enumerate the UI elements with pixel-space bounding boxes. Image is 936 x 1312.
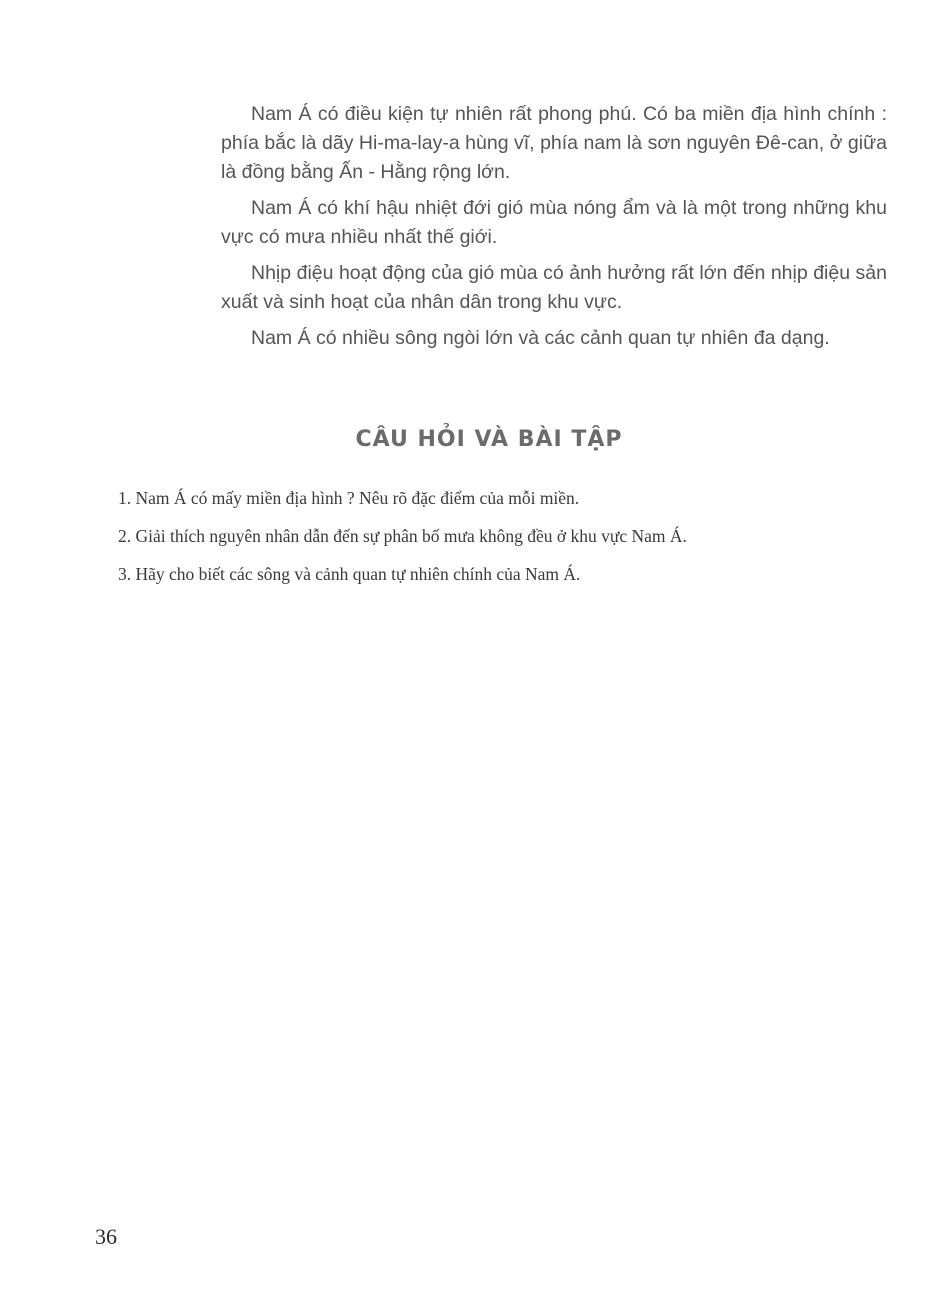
summary-paragraph: Nhịp điệu hoạt động của gió mùa có ảnh hưởng rất lớn đến nhịp điệu sản xuất và sinh hoạt của nhân dân trong khu vực.: [221, 262, 887, 313]
summary-paragraph: Nam Á có điều kiện tự nhiên rất phong phú. Có ba miền địa hình chính : phía bắc là dãy Hi-ma-lay-a hùng vĩ, phía nam là sơn nguyên Đê-can, ở giữa là đồng bằng Ấn - Hằng rộng lớn.: [221, 103, 887, 183]
questions-list: [118, 486, 878, 600]
question-item: 3. Hãy cho biết các sông và cảnh quan tự nhiên chính của Nam Á.: [118, 564, 581, 584]
page-number: 36: [95, 1224, 117, 1249]
summary-paragraph: Nam Á có nhiều sông ngòi lớn và các cảnh quan tự nhiên đa dạng.: [251, 327, 830, 349]
lesson-summary: [221, 100, 887, 360]
summary-paragraph: Nam Á có khí hậu nhiệt đới gió mùa nóng ẩm và là một trong những khu vực có mưa nhiều nhất thế giới.: [221, 197, 887, 248]
exercises-heading: CÂU HỎI VÀ BÀI TẬP: [355, 427, 623, 452]
question-item: 1. Nam Á có mấy miền địa hình ? Nêu rõ đặc điểm của mỗi miền.: [118, 488, 580, 508]
question-item: 2. Giải thích nguyên nhân dẫn đến sự phân bố mưa không đều ở khu vực Nam Á.: [118, 526, 687, 546]
